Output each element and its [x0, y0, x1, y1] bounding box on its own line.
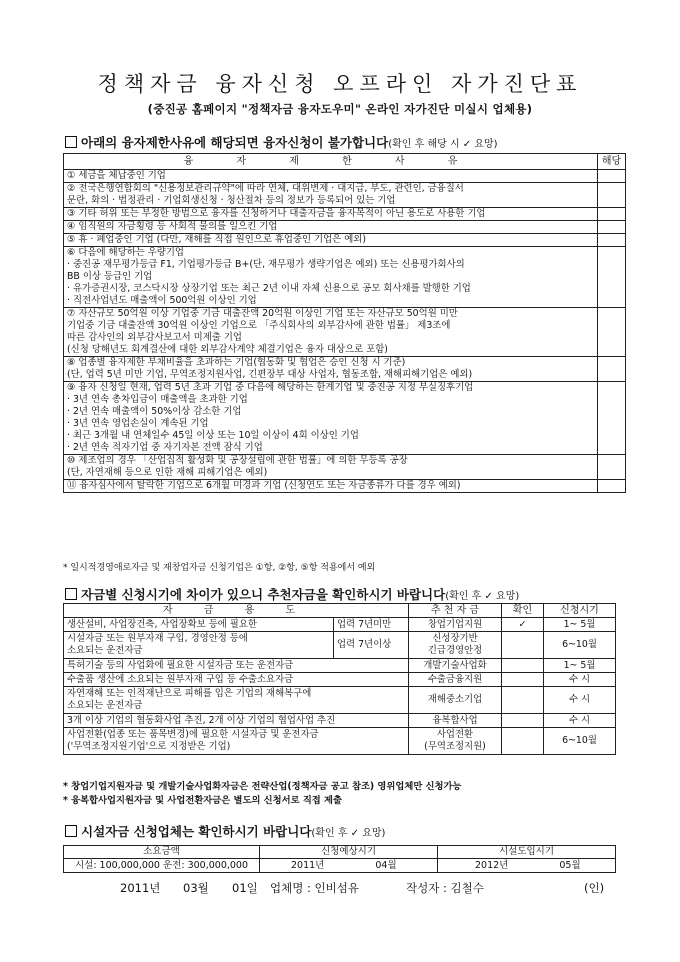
company-name: 업체명 : 인비섬유	[270, 881, 359, 895]
restriction-check-cell[interactable]	[598, 170, 626, 183]
checkbox-icon[interactable]	[65, 825, 77, 837]
restriction-check-cell[interactable]	[598, 308, 626, 357]
restriction-check-cell[interactable]	[598, 357, 626, 382]
table-row	[64, 618, 616, 632]
apply-year: 2011년	[291, 859, 325, 871]
restriction-check-cell[interactable]	[598, 455, 626, 480]
checkbox-icon[interactable]	[65, 136, 77, 148]
section1-note: (확인 후 해당 시 ✓ 요망)	[388, 139, 498, 150]
checkbox-icon[interactable]	[65, 588, 77, 600]
table-row	[64, 659, 616, 673]
section3-heading-text: 시설자금 신청업체는 확인하시기 바랍니다	[81, 824, 312, 839]
fund-name-cell: 재해중소기업	[409, 687, 502, 714]
section2-note: (확인 후 ✓ 요망)	[445, 591, 520, 602]
fund-period-cell: 수 시	[544, 687, 616, 714]
fund-usage-cell: 특허기술 등의 사업화에 필요한 시설자금 또는 운전자금	[64, 659, 409, 673]
fund-usage-cell: 생산설비, 사업장건축, 사업장확보 등에 필요한	[64, 618, 334, 632]
table-row	[64, 632, 616, 659]
restriction-check-cell[interactable]	[598, 382, 626, 455]
facility-intro-cell	[438, 859, 616, 873]
restriction-reason-cell: ⑨ 융자 신청일 현재, 업력 5년 초과 기업 중 다음에 해당하는 한계기업 및 중진공 지정 부실징후기업 · 3년 연속 총차입금이 매출액을 초과한 기업 · 2년 연속 매출액이 50%이상 감소한 기업 · 3년 연속 영업손실이 계속된 기업 · 최근 3개월 내 연체일수 45일 이상 또는 10일 이상이 4회 이상인 기업 · 2년 연속 적자기업 중 자기자본 전액 잠식 기업	[64, 382, 598, 455]
fund-check-cell[interactable]	[502, 659, 544, 673]
restriction-table-header	[64, 154, 626, 170]
table-row	[64, 357, 626, 382]
restriction-check-cell[interactable]	[598, 247, 626, 308]
facility-amount-cell: 시설: 100,000,000 운전: 300,000,000	[64, 859, 260, 873]
fund-table-header	[64, 604, 616, 618]
section3-heading	[65, 822, 385, 840]
table-row	[64, 480, 626, 493]
table-row	[64, 308, 626, 357]
restriction-reason-cell: ⑦ 자산규모 50억원 이상 기업중 기금 대출잔액 20억원 이상인 기업 또는 자산규모 50억원 미만 기업중 기금 대출잔액 30억원 이상인 기업으로 「주식회사의 외부감사에 관한 법률」 제3조에 따른 감사인의 외부감사보고서 미제출 기업 (신청 당해년도 회계결산에 대한 외부감사계약 체결기업은 융자 대상으로 포함)	[64, 308, 598, 357]
restriction-check-cell[interactable]	[598, 208, 626, 221]
fund-name-header: 추 천 자 금	[409, 604, 502, 618]
document-title: 정책자금 융자신청 오프라인 자가진단표	[97, 72, 583, 96]
restriction-reason-cell: ⑧ 업종별 융자제한 부채비율을 초과하는 기업(협동화 및 협업은 승인 신청 시 기준) (단, 업력 5년 미만 기업, 무역조정지원사업, 긴편장부 대상 사업자, 협동조합, 재해피해기업은 예외)	[64, 357, 598, 382]
table-row	[64, 247, 626, 308]
table-row	[64, 455, 626, 480]
section2-heading	[65, 585, 519, 603]
restriction-check-cell[interactable]	[598, 221, 626, 234]
document-subtitle: (중진공 홈페이지 "정책자금 융자도우미" 온라인 자가진단 미실시 업체용)	[147, 102, 533, 116]
table-row	[64, 208, 626, 221]
facility-table	[63, 845, 616, 873]
facility-intro-header: 시설도입시기	[438, 846, 616, 859]
restriction-check-header: 해당	[598, 154, 626, 170]
fund-table	[63, 603, 616, 755]
restriction-reason-cell: ⑩ 제조업의 경우 「산업집적 활성화 및 공장설립에 관한 법률」에 의한 무등록 공장 (단, 자연재해 등으로 인한 재해 피해기업은 예외)	[64, 455, 598, 480]
fund-check-cell[interactable]: ✓	[502, 618, 544, 632]
restriction-reason-cell: ⑤ 휴 · 폐업중인 기업 (다만, 재해를 직접 원인으로 휴업중인 기업은 예외)	[64, 234, 598, 247]
fund-usage-cell: 시설자금 또는 원부자재 구입, 경영안정 등에 소요되는 운전자금	[64, 632, 334, 659]
fund-period-cell: 1~ 5월	[544, 618, 616, 632]
fund-name-cell: 수출금융지원	[409, 673, 502, 687]
section2-footnote-1: * 창업기업지원자금 및 개발기술사업화자금은 전략산업(정책자금 공고 참조) 영위업체만 신청가능	[63, 781, 462, 792]
table-row	[64, 673, 616, 687]
sign-year: 2011년	[120, 881, 161, 895]
restriction-reason-cell: ② 전국은행연합회의 "신용정보관리규약"에 따라 연체, 대위변제 · 대지급, 부도, 관련인, 금융질서 문란, 화의 · 법정관리 · 기업회생신청 · 청산절차 등의 정보가 등록되어 있는 기업	[64, 183, 598, 208]
table-row	[64, 714, 616, 728]
facility-table-header	[64, 846, 616, 859]
section2-heading-text: 자금별 신청시기에 차이가 있으니 추천자금을 확인하시기 바랍니다	[81, 587, 446, 602]
fund-name-cell: 사업전환 (무역조정지원)	[409, 728, 502, 755]
fund-name-cell: 개발기술사업화	[409, 659, 502, 673]
restriction-check-cell[interactable]	[598, 234, 626, 247]
fund-condition-cell: 업력 7년미만	[334, 618, 409, 632]
restriction-check-cell[interactable]	[598, 480, 626, 493]
table-row	[64, 221, 626, 234]
fund-name-cell: 창업기업지원	[409, 618, 502, 632]
table-row	[64, 687, 616, 714]
facility-apply-cell	[260, 859, 438, 873]
restriction-reason-header: 융 자 제 한 사 유	[64, 154, 598, 170]
fund-check-header: 확인	[502, 604, 544, 618]
table-row	[64, 382, 626, 455]
fund-usage-cell: 수출품 생산에 소요되는 원부자재 구입 등 수출소요자금	[64, 673, 409, 687]
fund-period-header: 신청시기	[544, 604, 616, 618]
fund-check-cell[interactable]	[502, 687, 544, 714]
author-name: 작성자 : 김철수	[406, 881, 484, 895]
fund-period-cell: 수 시	[544, 673, 616, 687]
fund-check-cell[interactable]	[502, 728, 544, 755]
table-row	[64, 234, 626, 247]
restriction-reason-cell: ③ 기타 허위 또는 부정한 방법으로 융자를 신청하거나 대출자금을 융자목적이 아닌 용도로 사용한 기업	[64, 208, 598, 221]
seal-mark: (인)	[584, 881, 605, 895]
fund-usage-cell: 3개 이상 기업의 협동화사업 추진, 2개 이상 기업의 협업사업 추진	[64, 714, 409, 728]
intro-month: 05월	[559, 859, 581, 871]
facility-apply-header: 신청예상시기	[260, 846, 438, 859]
restriction-reason-cell: ⑪ 융자심사에서 탈락한 기업으로 6개월 미경과 기업 (신청연도 또는 자금종류가 다를 경우 예외)	[64, 480, 598, 493]
fund-usage-cell: 사업전환(업종 또는 품목변경)에 필요한 시설자금 및 운전자금 ('무역조정지원기업'으로 지정받은 기업)	[64, 728, 409, 755]
section1-heading	[65, 133, 498, 151]
fund-period-cell: 6~10월	[544, 632, 616, 659]
fund-usage-cell: 자연재해 또는 인적재난으로 피해를 입은 기업의 재해복구에 소요되는 운전자금	[64, 687, 409, 714]
table-row	[64, 859, 616, 873]
fund-period-cell: 6~10월	[544, 728, 616, 755]
section2-footnote-2: * 융복합사업지원자금 및 사업전환자금은 별도의 신청서로 직접 제출	[63, 795, 342, 806]
table-row	[64, 170, 626, 183]
facility-amount-header: 소요금액	[64, 846, 260, 859]
fund-name-cell: 신성장기반 긴급경영안정	[409, 632, 502, 659]
restriction-reason-cell: ① 세금을 체납중인 기업	[64, 170, 598, 183]
fund-condition-cell: 업력 7년이상	[334, 632, 409, 659]
fund-usage-header: 자 금 용 도	[64, 604, 409, 618]
intro-year: 2012년	[475, 859, 509, 871]
fund-check-cell[interactable]	[502, 714, 544, 728]
sign-month: 03월	[183, 881, 209, 895]
table-row	[64, 183, 626, 208]
restriction-check-cell[interactable]	[598, 183, 626, 208]
section3-note: (확인 후 ✓ 요망)	[311, 828, 386, 839]
fund-check-cell[interactable]	[502, 632, 544, 659]
restriction-table	[63, 153, 626, 493]
sign-day: 01일	[232, 881, 258, 895]
table-row	[64, 728, 616, 755]
apply-month: 04월	[375, 859, 397, 871]
restriction-reason-cell: ⑥ 다음에 해당하는 우량기업 · 중진공 재무평가등급 F1, 기업평가등급 B+(단, 재무평가 생략기업은 예외) 또는 신용평가회사의 BB 이상 등급인 기업 · 유가증권시장, 코스닥시장 상장기업 또는 최근 2년 이내 자체 신용으로 공모 회사채를 발행한 기업 · 직전사업년도 매출액이 500억원 이상인 기업	[64, 247, 598, 308]
fund-check-cell[interactable]	[502, 673, 544, 687]
section1-heading-text: 아래의 융자제한사유에 해당되면 융자신청이 불가합니다	[81, 135, 389, 150]
section1-footnote: * 일시적경영애로자금 및 재창업자금 신청기업은 ①항, ②항, ⑤항 적용에서 예외	[63, 563, 376, 573]
fund-period-cell: 1~ 5월	[544, 659, 616, 673]
fund-name-cell: 융복합사업	[409, 714, 502, 728]
fund-period-cell: 수 시	[544, 714, 616, 728]
restriction-reason-cell: ④ 임직원의 자금횡령 등 사회적 물의를 일으킨 기업	[64, 221, 598, 234]
